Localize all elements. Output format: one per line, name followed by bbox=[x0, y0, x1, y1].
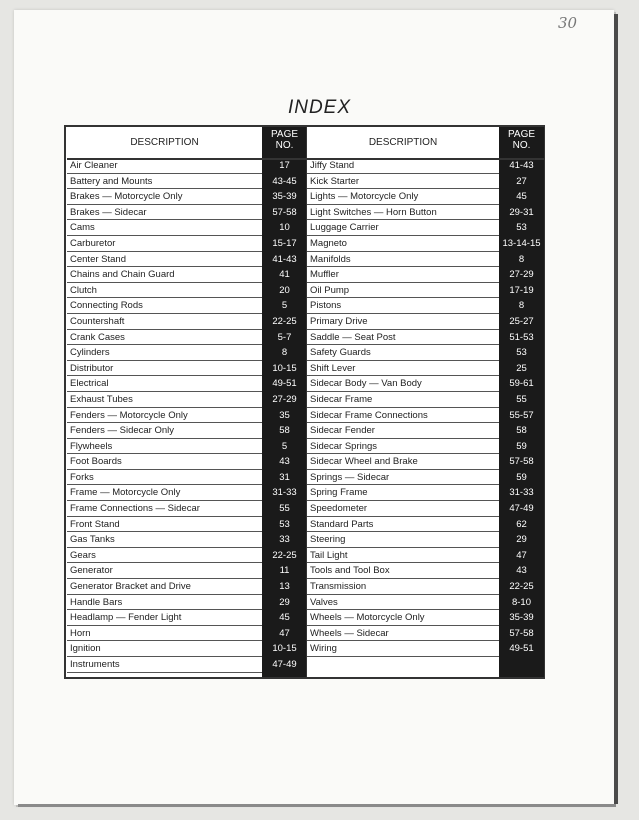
entry-description: Handle Bars bbox=[70, 596, 123, 608]
entry-description: Fenders — Sidecar Only bbox=[70, 425, 175, 437]
index-entry bbox=[67, 408, 307, 424]
entry-description: Carburetor bbox=[70, 237, 116, 249]
index-entry bbox=[307, 563, 544, 579]
index-entry bbox=[307, 501, 544, 517]
entry-page-number: 17-19 bbox=[509, 284, 534, 296]
entry-description: Horn bbox=[70, 627, 91, 639]
entry-page-number: 5 bbox=[281, 440, 288, 452]
entry-description: Sidecar Fender bbox=[310, 425, 375, 437]
index-entry bbox=[67, 220, 307, 236]
entry-page-number: 22-25 bbox=[272, 549, 297, 561]
entry-page-number: 31-33 bbox=[272, 487, 297, 499]
entry-description: Springs — Sidecar bbox=[310, 471, 390, 483]
entry-description: Primary Drive bbox=[310, 315, 368, 327]
entry-page-number: 22-25 bbox=[272, 315, 297, 327]
entry-page-number: 5 bbox=[281, 300, 288, 312]
entry-description: Frame Connections — Sidecar bbox=[70, 503, 200, 515]
entry-page-number: 11 bbox=[279, 565, 290, 577]
index-entry bbox=[307, 423, 544, 439]
entry-description: Steering bbox=[310, 534, 346, 546]
entry-page-number: 35 bbox=[279, 409, 290, 421]
entry-description: Tools and Tool Box bbox=[310, 565, 390, 577]
entry-page-number: 27-29 bbox=[509, 269, 534, 281]
index-entry bbox=[67, 423, 307, 439]
entry-page-number: 29-31 bbox=[509, 206, 534, 218]
index-entry bbox=[67, 174, 307, 190]
index-entry bbox=[307, 267, 544, 283]
index-entry bbox=[67, 579, 307, 595]
entry-page-number: 47 bbox=[279, 627, 290, 639]
entry-page-number: 29 bbox=[279, 596, 290, 608]
entry-description: Headlamp — Fender Light bbox=[70, 612, 182, 624]
entry-page-number: 25-27 bbox=[509, 315, 534, 327]
index-entry bbox=[307, 220, 544, 236]
entry-description: Chains and Chain Guard bbox=[70, 269, 175, 281]
entry-page-number: 58 bbox=[279, 425, 290, 437]
index-entry bbox=[307, 158, 544, 174]
entry-page-number: 20 bbox=[279, 284, 290, 296]
entry-description: Luggage Carrier bbox=[310, 222, 379, 234]
page-edge-shadow bbox=[614, 14, 618, 804]
entry-description: Crank Cases bbox=[70, 331, 125, 343]
entry-page-number: 58 bbox=[516, 425, 527, 437]
entry-page-number: 8 bbox=[281, 347, 288, 359]
entry-page-number: 27-29 bbox=[272, 393, 297, 405]
entry-page-number: 49-51 bbox=[272, 378, 297, 390]
entry-description: Speedometer bbox=[310, 503, 368, 515]
index-entry bbox=[67, 267, 307, 283]
index-entry bbox=[307, 579, 544, 595]
entry-page-number: 35-39 bbox=[509, 612, 534, 624]
entry-description: Gears bbox=[70, 549, 96, 561]
entry-page-number: 5-7 bbox=[277, 331, 292, 343]
index-entry bbox=[307, 361, 544, 377]
entry-page-number: 13 bbox=[279, 581, 290, 593]
index-entry bbox=[307, 252, 544, 268]
entry-description: Gas Tanks bbox=[70, 534, 115, 546]
column-header bbox=[307, 127, 544, 160]
entry-page-number: 55-57 bbox=[509, 409, 534, 421]
index-entry bbox=[307, 408, 544, 424]
entry-page-number: 57-58 bbox=[509, 456, 534, 468]
entry-page-number: 10-15 bbox=[272, 362, 297, 374]
entry-description: Oil Pump bbox=[310, 284, 350, 296]
entry-page-number: 41-43 bbox=[509, 160, 534, 171]
entry-description: Countershaft bbox=[70, 315, 125, 327]
index-entry bbox=[67, 563, 307, 579]
entry-description: Pistons bbox=[310, 300, 342, 312]
entry-description: Frame — Motorcycle Only bbox=[70, 487, 181, 499]
index-column-right bbox=[307, 127, 544, 677]
entry-description: Wheels — Sidecar bbox=[310, 627, 389, 639]
index-entry bbox=[67, 189, 307, 205]
index-entry bbox=[67, 626, 307, 642]
entry-page-number: 27 bbox=[516, 175, 527, 187]
index-title: INDEX bbox=[287, 97, 352, 118]
entry-description: Light Switches — Horn Button bbox=[310, 206, 437, 218]
entry-page-number: 31 bbox=[279, 471, 290, 483]
index-entry bbox=[67, 595, 307, 611]
index-entry bbox=[307, 439, 544, 455]
description-header: DESCRIPTION bbox=[130, 137, 199, 148]
index-entry bbox=[67, 439, 307, 455]
index-entry bbox=[67, 470, 307, 486]
entry-description: Clutch bbox=[70, 284, 97, 296]
entry-page-number: 33 bbox=[279, 534, 290, 546]
index-entry bbox=[67, 657, 307, 673]
entry-description: Magneto bbox=[310, 237, 347, 249]
entry-description: Sidecar Frame bbox=[310, 393, 373, 405]
index-column-left bbox=[67, 127, 307, 677]
index-entry bbox=[307, 454, 544, 470]
index-entry bbox=[307, 626, 544, 642]
description-header: DESCRIPTION bbox=[368, 137, 438, 148]
entry-description: Sidecar Body — Van Body bbox=[310, 378, 422, 390]
index-entry bbox=[307, 376, 544, 392]
entry-description: Valves bbox=[310, 596, 338, 608]
entry-description: Transmission bbox=[310, 581, 367, 593]
index-rows-left bbox=[67, 158, 307, 673]
index-entry bbox=[67, 205, 307, 221]
entry-page-number: 57-58 bbox=[272, 206, 297, 218]
entry-description: Sidecar Springs bbox=[310, 440, 378, 452]
index-entry bbox=[67, 298, 307, 314]
index-entry bbox=[67, 610, 307, 626]
entry-description: Brakes — Sidecar bbox=[70, 206, 147, 218]
entry-description: Forks bbox=[70, 471, 94, 483]
entry-page-number: 47 bbox=[516, 549, 527, 561]
index-entry bbox=[67, 314, 307, 330]
entry-page-number: 43 bbox=[516, 565, 527, 577]
index-entry bbox=[307, 517, 544, 533]
entry-description: Generator bbox=[70, 565, 113, 577]
entry-page-number: 29 bbox=[516, 534, 527, 546]
page-edge-bottom bbox=[18, 804, 616, 807]
index-entry bbox=[307, 595, 544, 611]
entry-page-number: 45 bbox=[516, 191, 527, 203]
entry-description: Foot Boards bbox=[70, 456, 122, 468]
entry-page-number: 25 bbox=[516, 362, 527, 374]
entry-page-number: 41-43 bbox=[272, 253, 297, 265]
entry-page-number: 59 bbox=[516, 440, 527, 452]
index-entry bbox=[67, 330, 307, 346]
entry-page-number: 55 bbox=[516, 393, 527, 405]
index-entry bbox=[307, 532, 544, 548]
index-entry bbox=[67, 532, 307, 548]
entry-description: Distributor bbox=[70, 362, 114, 374]
entry-page-number: 55 bbox=[279, 503, 290, 515]
index-entry bbox=[307, 236, 544, 252]
index-entry bbox=[307, 345, 544, 361]
entry-description: Spring Frame bbox=[310, 487, 368, 499]
entry-page-number: 8 bbox=[518, 300, 525, 312]
entry-description: Wiring bbox=[310, 643, 337, 655]
index-entry bbox=[67, 283, 307, 299]
entry-page-number: 35-39 bbox=[272, 191, 297, 203]
entry-description: Kick Starter bbox=[310, 175, 360, 187]
entry-page-number: 53 bbox=[516, 347, 527, 359]
entry-page-number: 43 bbox=[279, 456, 290, 468]
entry-page-number: 31-33 bbox=[509, 487, 534, 499]
entry-description: Connecting Rods bbox=[70, 300, 143, 312]
entry-page-number: 47-49 bbox=[509, 503, 534, 515]
entry-description: Center Stand bbox=[70, 253, 126, 265]
index-entry bbox=[67, 376, 307, 392]
entry-page-number: 17 bbox=[279, 160, 290, 171]
entry-page-number: 8 bbox=[518, 253, 525, 265]
index-entry bbox=[67, 517, 307, 533]
entry-description: Cams bbox=[70, 222, 95, 234]
entry-description: Shift Lever bbox=[310, 362, 356, 374]
index-entry bbox=[307, 470, 544, 486]
entry-description: Fenders — Motorcycle Only bbox=[70, 409, 188, 421]
index-entry bbox=[67, 548, 307, 564]
entry-description: Ignition bbox=[70, 643, 101, 655]
entry-description: Sidecar Wheel and Brake bbox=[310, 456, 418, 468]
index-rows-right bbox=[307, 158, 544, 657]
handwritten-page-number: 30 bbox=[558, 14, 578, 32]
index-entry bbox=[67, 158, 307, 174]
index-entry bbox=[307, 610, 544, 626]
entry-page-number: 45 bbox=[279, 612, 290, 624]
entry-page-number: 51-53 bbox=[509, 331, 534, 343]
index-entry bbox=[67, 252, 307, 268]
entry-page-number: 53 bbox=[279, 518, 290, 530]
entry-description: Sidecar Frame Connections bbox=[310, 409, 428, 421]
index-table bbox=[64, 125, 545, 679]
entry-description: Tail Light bbox=[310, 549, 348, 561]
entry-description: Jiffy Stand bbox=[310, 160, 355, 171]
column-header bbox=[67, 127, 307, 160]
index-entry bbox=[67, 501, 307, 517]
index-entry bbox=[67, 485, 307, 501]
index-entry bbox=[67, 641, 307, 657]
entry-description: Generator Bracket and Drive bbox=[70, 581, 191, 593]
entry-description: Brakes — Motorcycle Only bbox=[70, 191, 183, 203]
entry-page-number: 53 bbox=[516, 222, 527, 234]
index-entry bbox=[307, 283, 544, 299]
entry-description: Lights — Motorcycle Only bbox=[310, 191, 419, 203]
index-entry bbox=[307, 298, 544, 314]
entry-description: Front Stand bbox=[70, 518, 120, 530]
entry-page-number: 49-51 bbox=[509, 643, 534, 655]
entry-description: Manifolds bbox=[310, 253, 351, 265]
index-entry bbox=[67, 361, 307, 377]
entry-description: Electrical bbox=[70, 378, 109, 390]
entry-description: Muffler bbox=[310, 269, 339, 281]
entry-page-number: 47-49 bbox=[272, 659, 297, 670]
index-entry bbox=[307, 205, 544, 221]
index-entry bbox=[67, 236, 307, 252]
index-entry bbox=[307, 548, 544, 564]
index-entry bbox=[67, 454, 307, 470]
index-entry bbox=[307, 189, 544, 205]
entry-description: Saddle — Seat Post bbox=[310, 331, 396, 343]
entry-description: Instruments bbox=[70, 659, 120, 670]
entry-description: Battery and Mounts bbox=[70, 175, 153, 187]
entry-description: Wheels — Motorcycle Only bbox=[310, 612, 425, 624]
index-entry bbox=[307, 174, 544, 190]
index-entry bbox=[307, 485, 544, 501]
entry-page-number: 10 bbox=[279, 222, 290, 234]
index-entry bbox=[67, 392, 307, 408]
entry-description: Exhaust Tubes bbox=[70, 393, 133, 405]
entry-page-number: 8-10 bbox=[511, 596, 531, 608]
index-entry bbox=[67, 345, 307, 361]
entry-page-number: 15-17 bbox=[272, 237, 297, 249]
index-entry bbox=[307, 641, 544, 657]
index-entry bbox=[307, 392, 544, 408]
entry-page-number: 57-58 bbox=[509, 627, 534, 639]
entry-description: Flywheels bbox=[70, 440, 113, 452]
entry-description: Air Cleaner bbox=[70, 160, 118, 171]
index-entry bbox=[307, 314, 544, 330]
entry-page-number: 22-25 bbox=[509, 581, 534, 593]
page-number-header: PAGE NO. bbox=[507, 129, 536, 151]
entry-page-number: 59-61 bbox=[509, 378, 534, 390]
entry-description: Standard Parts bbox=[310, 518, 374, 530]
entry-description: Cylinders bbox=[70, 347, 110, 359]
entry-page-number: 43-45 bbox=[272, 175, 297, 187]
entry-description: Safety Guards bbox=[310, 347, 371, 359]
page-number-header: PAGE NO. bbox=[270, 129, 299, 151]
entry-page-number: 41 bbox=[279, 269, 290, 281]
entry-page-number: 13-14-15 bbox=[502, 237, 541, 249]
entry-page-number: 59 bbox=[516, 471, 527, 483]
entry-page-number: 10-15 bbox=[272, 643, 297, 655]
entry-page-number: 62 bbox=[516, 518, 527, 530]
index-entry bbox=[307, 330, 544, 346]
